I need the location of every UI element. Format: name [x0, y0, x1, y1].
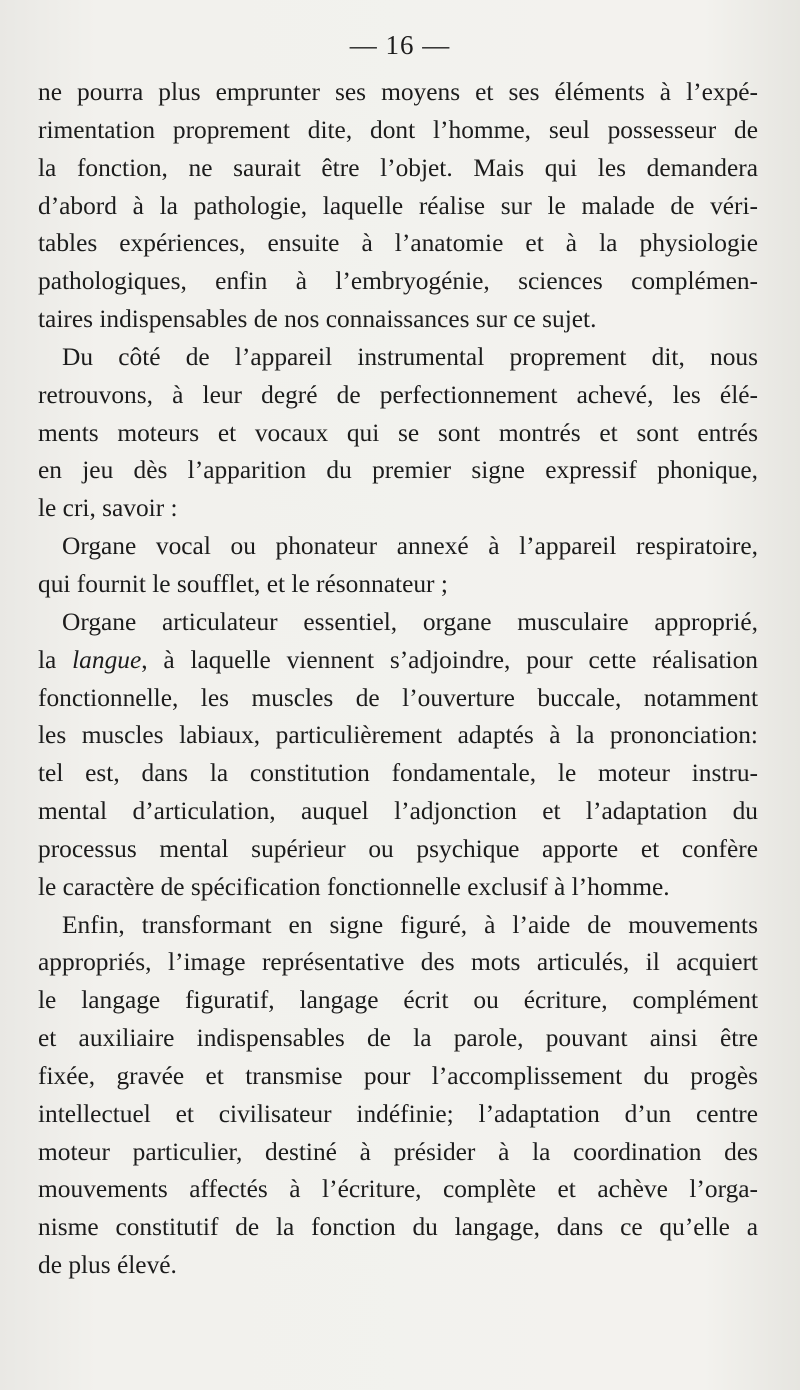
- text-line: en jeu dès l’apparition du premier signe expressif phonique,: [38, 456, 758, 485]
- text-line: le langage figuratif, langage écrit ou écriture, complément: [38, 986, 758, 1015]
- text-line: processus mental supérieur ou psychique apporte et confère: [38, 834, 758, 863]
- text-line: le caractère de spécification fonctionnelle exclusif à l’homme.: [38, 872, 670, 901]
- text-line: taires indispensables de nos connaissances sur ce sujet.: [38, 305, 597, 334]
- text-line: moteur particulier, destiné à présider à la coordination des: [38, 1137, 758, 1166]
- text-line: la fonction, ne saurait être l’objet. Mais qui les demandera: [38, 153, 758, 182]
- text-line: mouvements affectés à l’écriture, complète et achève l’orga-: [38, 1175, 758, 1204]
- text-line: la langue, à laquelle viennent s’adjoindre, pour cette réalisation: [38, 645, 759, 674]
- text-line: Organe articulateur essentiel, organe musculaire approprié,: [62, 607, 758, 636]
- paragraph: [38, 74, 758, 339]
- text-line: Enfin, transformant en signe figuré, à l’aide de mouvements: [62, 910, 758, 939]
- body-text: [38, 74, 758, 1285]
- text-line: tables expériences, ensuite à l’anatomie et à la physiologie: [38, 229, 758, 258]
- text-line: fixée, gravée et transmise pour l’accomplissement du progès: [38, 1061, 758, 1090]
- text-line: qui fournit le soufflet, et le résonnateur ;: [38, 569, 448, 598]
- paragraph: [38, 528, 758, 604]
- text-line: mental d’articulation, auquel l’adjonction et l’adaptation du: [38, 797, 758, 826]
- text-line: le cri, savoir :: [38, 494, 178, 523]
- text-line: nisme constitutif de la fonction du langage, dans ce qu’elle a: [38, 1213, 758, 1242]
- text-line: intellectuel et civilisateur indéfinie; l’adaptation d’un centre: [38, 1099, 758, 1128]
- text-line: appropriés, l’image représentative des mots articulés, il acquiert: [38, 948, 758, 977]
- text-line: d’abord à la pathologie, laquelle réalise sur le malade de véri-: [38, 191, 758, 220]
- text-line: Du côté de l’appareil instrumental proprement dit, nous: [62, 342, 758, 371]
- text-line: ne pourra plus emprunter ses moyens et ses éléments à l’expé-: [38, 78, 758, 106]
- text-line: rimentation proprement dite, dont l’homme, seul possesseur de: [38, 115, 758, 144]
- text-line: de plus élevé.: [38, 1251, 177, 1280]
- text-line: pathologiques, enfin à l’embryogénie, sciences complémen-: [38, 267, 758, 296]
- paragraph: [38, 339, 758, 528]
- text-line: les muscles labiaux, particulièrement adaptés à la prononciation:: [38, 721, 758, 750]
- text-line: retrouvons, à leur degré de perfectionnement achevé, les élé-: [38, 380, 758, 409]
- text-line: ments moteurs et vocaux qui se sont montrés et sont entrés: [38, 418, 758, 447]
- text-line: Organe vocal ou phonateur annexé à l’appareil respiratoire,: [62, 532, 758, 561]
- text-line: tel est, dans la constitution fondamentale, le moteur instru-: [38, 759, 758, 788]
- page-number: — 16 —: [349, 30, 451, 60]
- paragraph: [38, 907, 758, 1285]
- text-line: et auxiliaire indispensables de la parole, pouvant ainsi être: [38, 1024, 758, 1053]
- text-line: fonctionnelle, les muscles de l’ouverture buccale, notamment: [38, 683, 758, 712]
- paragraph: [38, 604, 758, 907]
